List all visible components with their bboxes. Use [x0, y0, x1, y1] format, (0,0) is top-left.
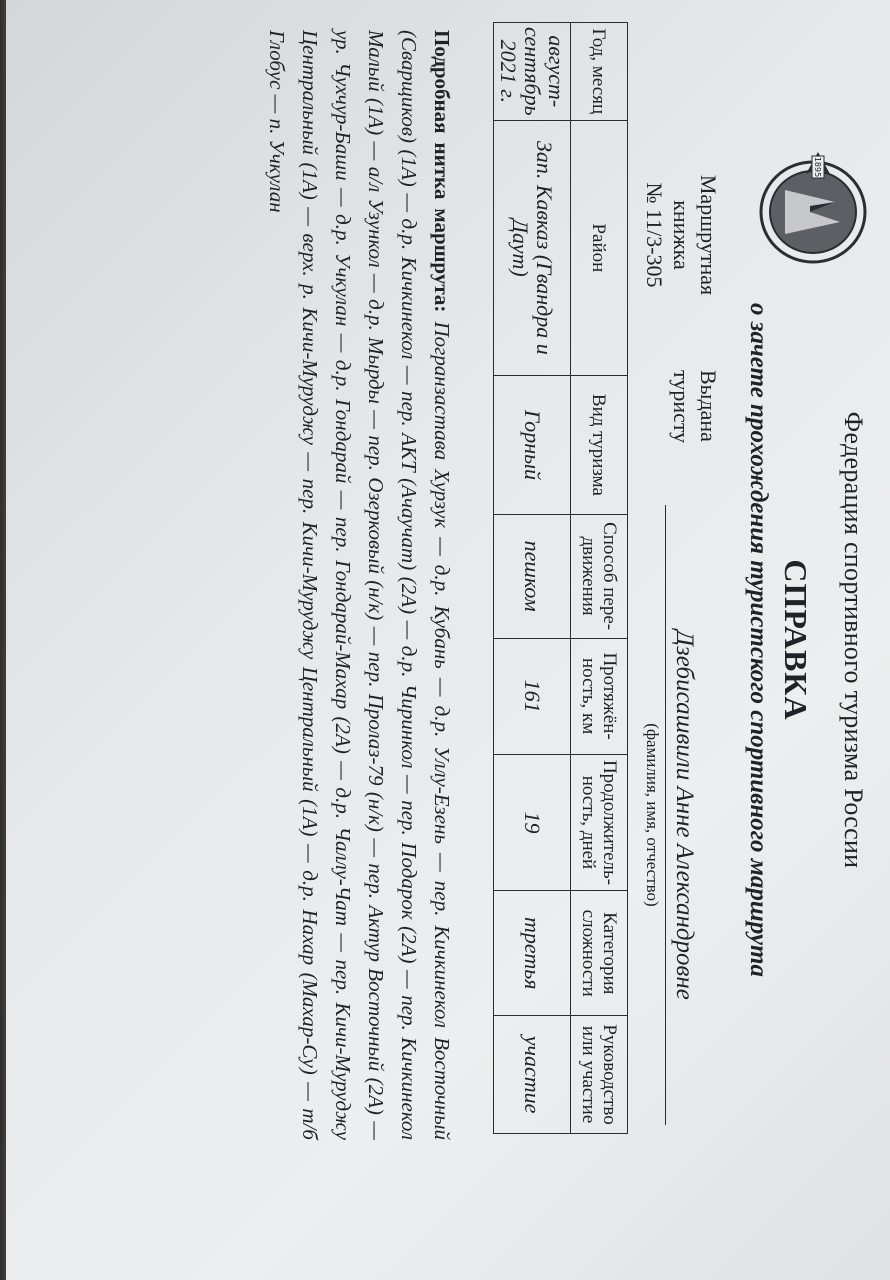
cell-length: 161: [494, 638, 571, 754]
route-book-label-1: Маршрутная: [696, 174, 721, 296]
header-role: Руководство или участие: [571, 1016, 628, 1134]
route-book-number: № 11/3-305: [642, 182, 667, 288]
issued-label-1: Выдана: [696, 370, 721, 442]
route-thread-label: Подробная нитка маршрута:: [430, 30, 454, 313]
header-movement: Способ пере-движения: [571, 514, 628, 638]
table-header-row: [571, 23, 628, 1134]
route-thread-text: Погранзастава Хурзук — д.р. Кубань — д.р. Уллу-Езень — пер. Кичкинекол Восточный (Сварщиков) (1А) — д.р. Кичкинекол — пер. АКТ (Ачаучат) (2А) — д.р. Чиринкол — пер. Подарок (2А) — пер. Кичкинекол Малый (1А) — а/л Узункол — д.р. Мырды — пер. Озерковый (н/к) — пер. Пролаз-79 (н/к) — пер. Актур Восточный (2А) — ур. Чухчур-Баши — д.р. Учкулан — д.р. Гондарай — пер. Гондарай-Махар (2А) — д.р. Чаллу-Чат — пер. Кичи-Муруджу Центральный (1А) — верх. р. Кичи-Муруджу — пер. Кичи-Муруджу Центральный (1А) — д.р. Нахар (Махар-Су) — т/б Глобус — п. Учкулан: [265, 30, 454, 1141]
header-category: Категория сложности: [571, 891, 628, 1016]
issued-label: [668, 370, 722, 490]
header-duration: Продолжитель-ность, дней: [571, 754, 628, 891]
route-book: [641, 145, 722, 325]
cell-year-month: август-сентябрь 2021 г.: [494, 23, 571, 121]
federation-name: Федерация спортивного туризма России: [839, 411, 868, 869]
emblem-year: 1895: [813, 156, 822, 178]
route-book-label-2: книжка: [669, 200, 694, 270]
issued-label-2: туристу: [669, 370, 694, 444]
header-year-month: Год, месяц: [571, 23, 628, 121]
cell-region: Зап. Кавказ (Гвандра и Даут): [494, 120, 571, 376]
cell-tourism-type: Горный: [494, 376, 571, 514]
tourist-name-caption: (фамилия, имя, отчество): [643, 723, 662, 907]
header-tourism-type: Вид туризма: [571, 376, 628, 514]
route-table: [493, 22, 628, 1134]
table-row: [494, 23, 571, 1134]
route-thread: [260, 30, 458, 1140]
cell-movement: пешком: [494, 514, 571, 638]
document-title: СПРАВКА: [778, 559, 814, 721]
header-region: Район: [571, 120, 628, 376]
header-length: Протяжён-ность, км: [571, 638, 628, 754]
cell-role: участие: [494, 1016, 571, 1134]
document-subtitle: о зачете прохождения туристского спортивного маршрута: [745, 303, 772, 977]
cell-category: третья: [494, 891, 571, 1016]
tourist-name: Дзебисашвили Анне Александровне: [665, 505, 698, 1125]
cell-duration: 19: [494, 754, 571, 891]
